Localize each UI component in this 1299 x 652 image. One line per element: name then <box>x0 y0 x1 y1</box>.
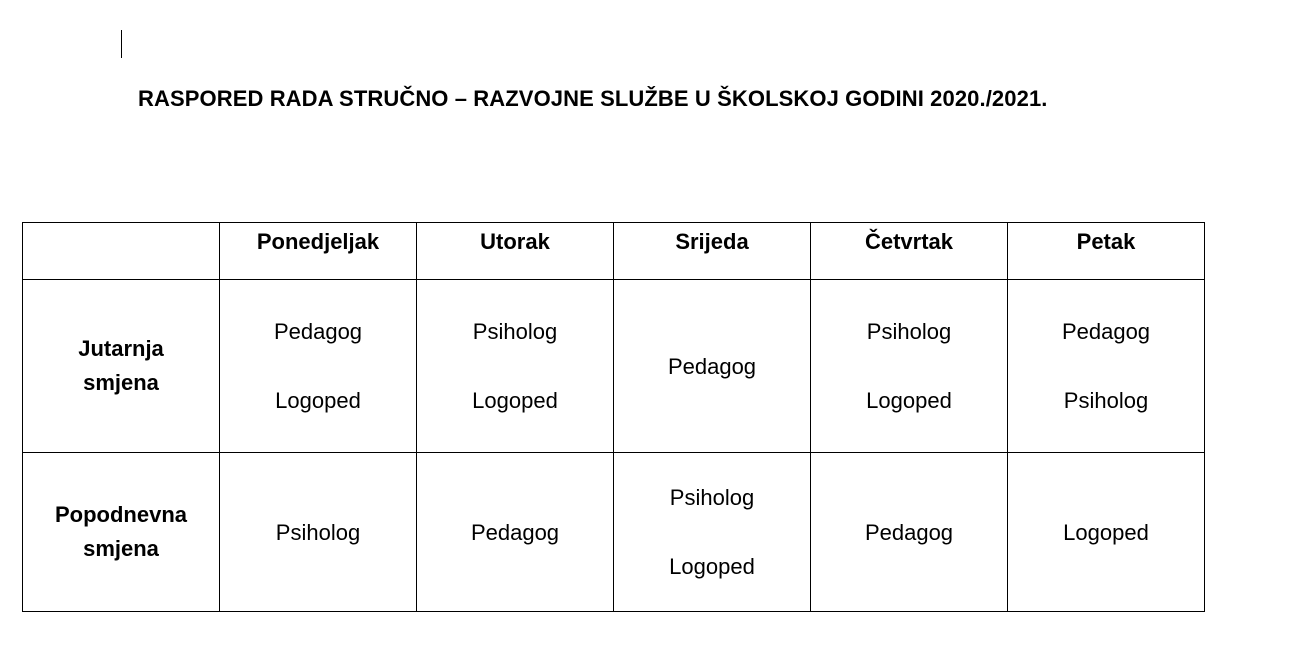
document-title: RASPORED RADA STRUČNO – RAZVOJNE SLUŽBE U ŠKOLSKOJ GODINI 2020./2021. <box>138 86 1048 111</box>
shift-label-line: smjena <box>83 370 159 395</box>
staff-entry: Logoped <box>1063 519 1149 545</box>
staff-entry: Logoped <box>669 554 755 579</box>
shift-label-line: smjena <box>83 536 159 561</box>
text-cursor <box>121 30 122 58</box>
shift-label <box>23 280 220 453</box>
schedule-cell <box>811 453 1008 612</box>
corner-cell <box>23 223 220 280</box>
staff-entry: Psiholog <box>1063 388 1149 413</box>
shift-label <box>23 453 220 612</box>
staff-entry: Logoped <box>472 388 558 413</box>
table-row-afternoon-shift <box>23 453 1205 612</box>
day-header: Petak <box>1008 223 1205 280</box>
day-header: Četvrtak <box>811 223 1008 280</box>
table-row-morning-shift <box>23 280 1205 453</box>
staff-entry: Logoped <box>866 388 952 413</box>
shift-label-line: Jutarnja <box>78 336 164 361</box>
schedule-table <box>22 222 1205 612</box>
staff-entry: Pedagog <box>864 519 954 545</box>
schedule-cell <box>417 280 614 453</box>
staff-entry: Pedagog <box>1061 319 1151 344</box>
staff-entry: Logoped <box>275 388 361 413</box>
shift-label-line: Popodnevna <box>54 502 187 527</box>
staff-entry: Pedagog <box>470 519 560 545</box>
schedule-cell <box>614 453 811 612</box>
schedule-cell <box>614 280 811 453</box>
schedule-cell <box>1008 453 1205 612</box>
schedule-cell <box>1008 280 1205 453</box>
staff-entry: Psiholog <box>472 319 558 344</box>
day-header: Srijeda <box>614 223 811 280</box>
header-row <box>23 223 1205 280</box>
staff-entry: Psiholog <box>275 519 361 545</box>
schedule-cell <box>220 453 417 612</box>
day-header: Utorak <box>417 223 614 280</box>
schedule-cell <box>417 453 614 612</box>
staff-entry: Psiholog <box>669 485 755 510</box>
staff-entry: Pedagog <box>667 353 757 379</box>
staff-entry: Pedagog <box>273 319 363 344</box>
staff-entry: Psiholog <box>866 319 952 344</box>
day-header: Ponedjeljak <box>220 223 417 280</box>
schedule-cell <box>220 280 417 453</box>
schedule-cell <box>811 280 1008 453</box>
